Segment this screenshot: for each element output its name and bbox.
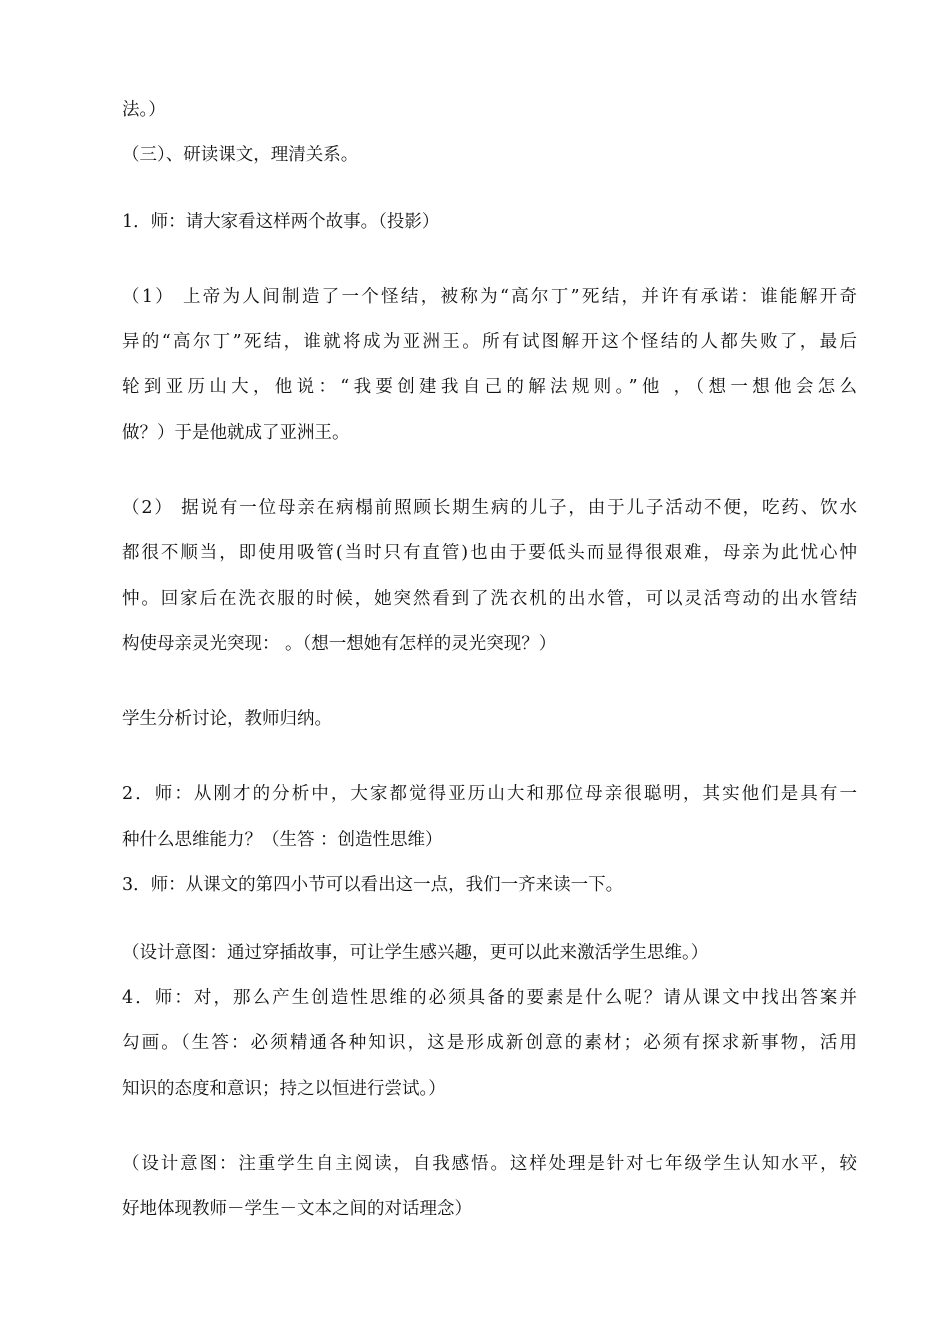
text-line: 勾画。（生答：必须精通各种知识，这是形成新创意的素材；必须有探求新事物，活用 [122,1033,857,1053]
text-line: 1．师：请大家看这样两个故事。（投影） [122,212,440,232]
design-intent-note: （设计意图：注重学生自主阅读，自我感悟。这样处理是针对七年级学生认知水平，较 [122,1154,857,1174]
story-1-line: 异的“高尔丁”死结，谁就将成为亚洲王。所有试图解开这个怪结的人都失败了，最后 [122,332,857,352]
section-heading: （三）、研读课文，理清关系。 [122,145,359,165]
text-line: 法。） [122,100,166,120]
story-2-line: 构使母亲灵光突现： 。（想一想她有怎样的灵光突现？） [122,634,557,654]
text-line: 种什么思维能力？（生答 ：创造性思维） [122,830,443,850]
story-1-line: （1） 上帝为人间制造了一个怪结，被称为“高尔丁”死结，并许有承诺：谁能解开奇 [122,287,857,307]
story-1-line: 做？）于是他就成了亚洲王。 [122,423,350,443]
text-line: 4．师：对，那么产生创造性思维的必须具备的要素是什么呢？请从课文中找出答案并 [122,988,857,1008]
text-line: 2．师：从刚才的分析中，大家都觉得亚历山大和那位母亲很聪明，其实他们是具有一 [122,784,857,804]
design-intent-note: 好地体现教师－学生－文本之间的对话理念） [122,1199,472,1219]
story-2-line: （2） 据说有一位母亲在病榻前照顾长期生病的儿子，由于儿子活动不便，吃药、饮水 [122,498,857,518]
design-intent-note: （设计意图：通过穿插故事，可让学生感兴趣，更可以此来激活学生思维。） [122,943,709,963]
text-line: 3．师：从课文的第四小节可以看出这一点，我们一齐来读一下。 [122,875,624,895]
text-line: 学生分析讨论，教师归纳。 [122,709,332,729]
story-2-line: 忡。回家后在洗衣服的时候，她突然看到了洗衣机的出水管，可以灵活弯动的出水管结 [122,589,857,609]
text-line: 知识的态度和意识；持之以恒进行尝试。） [122,1079,446,1099]
story-1-line: 轮到亚历山大，他说：“我要创建我自己的解法规则。”他 ，（想一想他会怎么 [122,377,857,397]
story-2-line: 都很不顺当，即使用吸管(当时只有直管)也由于要低头而显得很艰难，母亲为此忧心忡 [122,543,857,563]
